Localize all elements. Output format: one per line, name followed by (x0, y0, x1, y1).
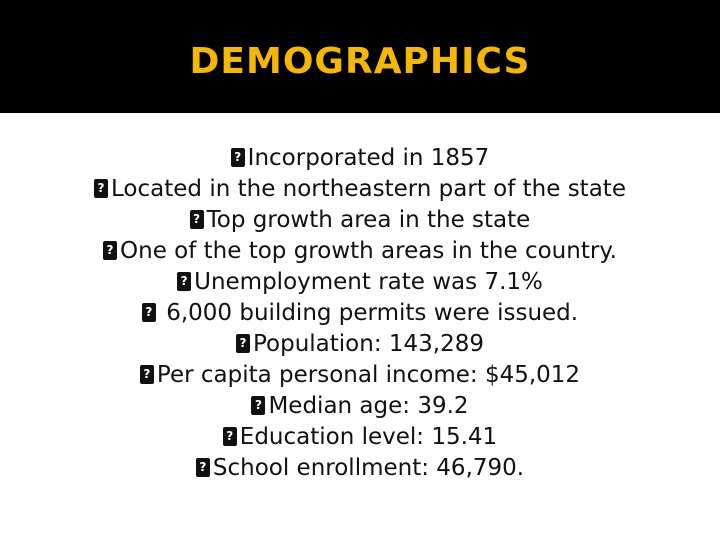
bullet-item (0, 329, 720, 360)
bullet-text: Per capita personal income: $45,012 (156, 362, 581, 388)
bullet-text: Unemployment rate was 7.1% (194, 269, 543, 295)
bullet-item (0, 422, 720, 453)
replacement-char-icon (236, 334, 250, 353)
bullet-text: Located in the northeastern part of the state (111, 176, 626, 202)
bullet-text: 6,000 building permits were issued. (158, 300, 579, 326)
bullet-item (0, 298, 720, 329)
bullet-item (0, 174, 720, 205)
bullet-text: Incorporated in 1857 (247, 145, 490, 171)
replacement-char-icon (94, 179, 108, 198)
bullet-text: Education level: 15.41 (239, 424, 498, 450)
replacement-char-icon (142, 303, 156, 322)
replacement-char-icon (223, 427, 237, 446)
slide-title: DEMOGRAPHICS (189, 41, 531, 82)
replacement-char-icon (190, 210, 204, 229)
bullet-text: Median age: 39.2 (268, 393, 469, 419)
bullet-item (0, 360, 720, 391)
replacement-char-icon (140, 365, 154, 384)
replacement-char-icon (177, 272, 191, 291)
bullet-item (0, 267, 720, 298)
bullet-text: One of the top growth areas in the country. (120, 238, 617, 264)
replacement-char-icon (103, 241, 117, 260)
replacement-char-icon (231, 148, 245, 167)
bullet-text: Top growth area in the state (206, 207, 531, 233)
replacement-char-icon (251, 396, 265, 415)
bullet-item (0, 236, 720, 267)
replacement-char-icon (196, 458, 210, 477)
bullet-item (0, 453, 720, 484)
bullet-list (0, 143, 720, 484)
bullet-item (0, 205, 720, 236)
bullet-item (0, 143, 720, 174)
bullet-item (0, 391, 720, 422)
bullet-text: Population: 143,289 (252, 331, 484, 357)
bullet-text: School enrollment: 46,790. (212, 455, 525, 481)
